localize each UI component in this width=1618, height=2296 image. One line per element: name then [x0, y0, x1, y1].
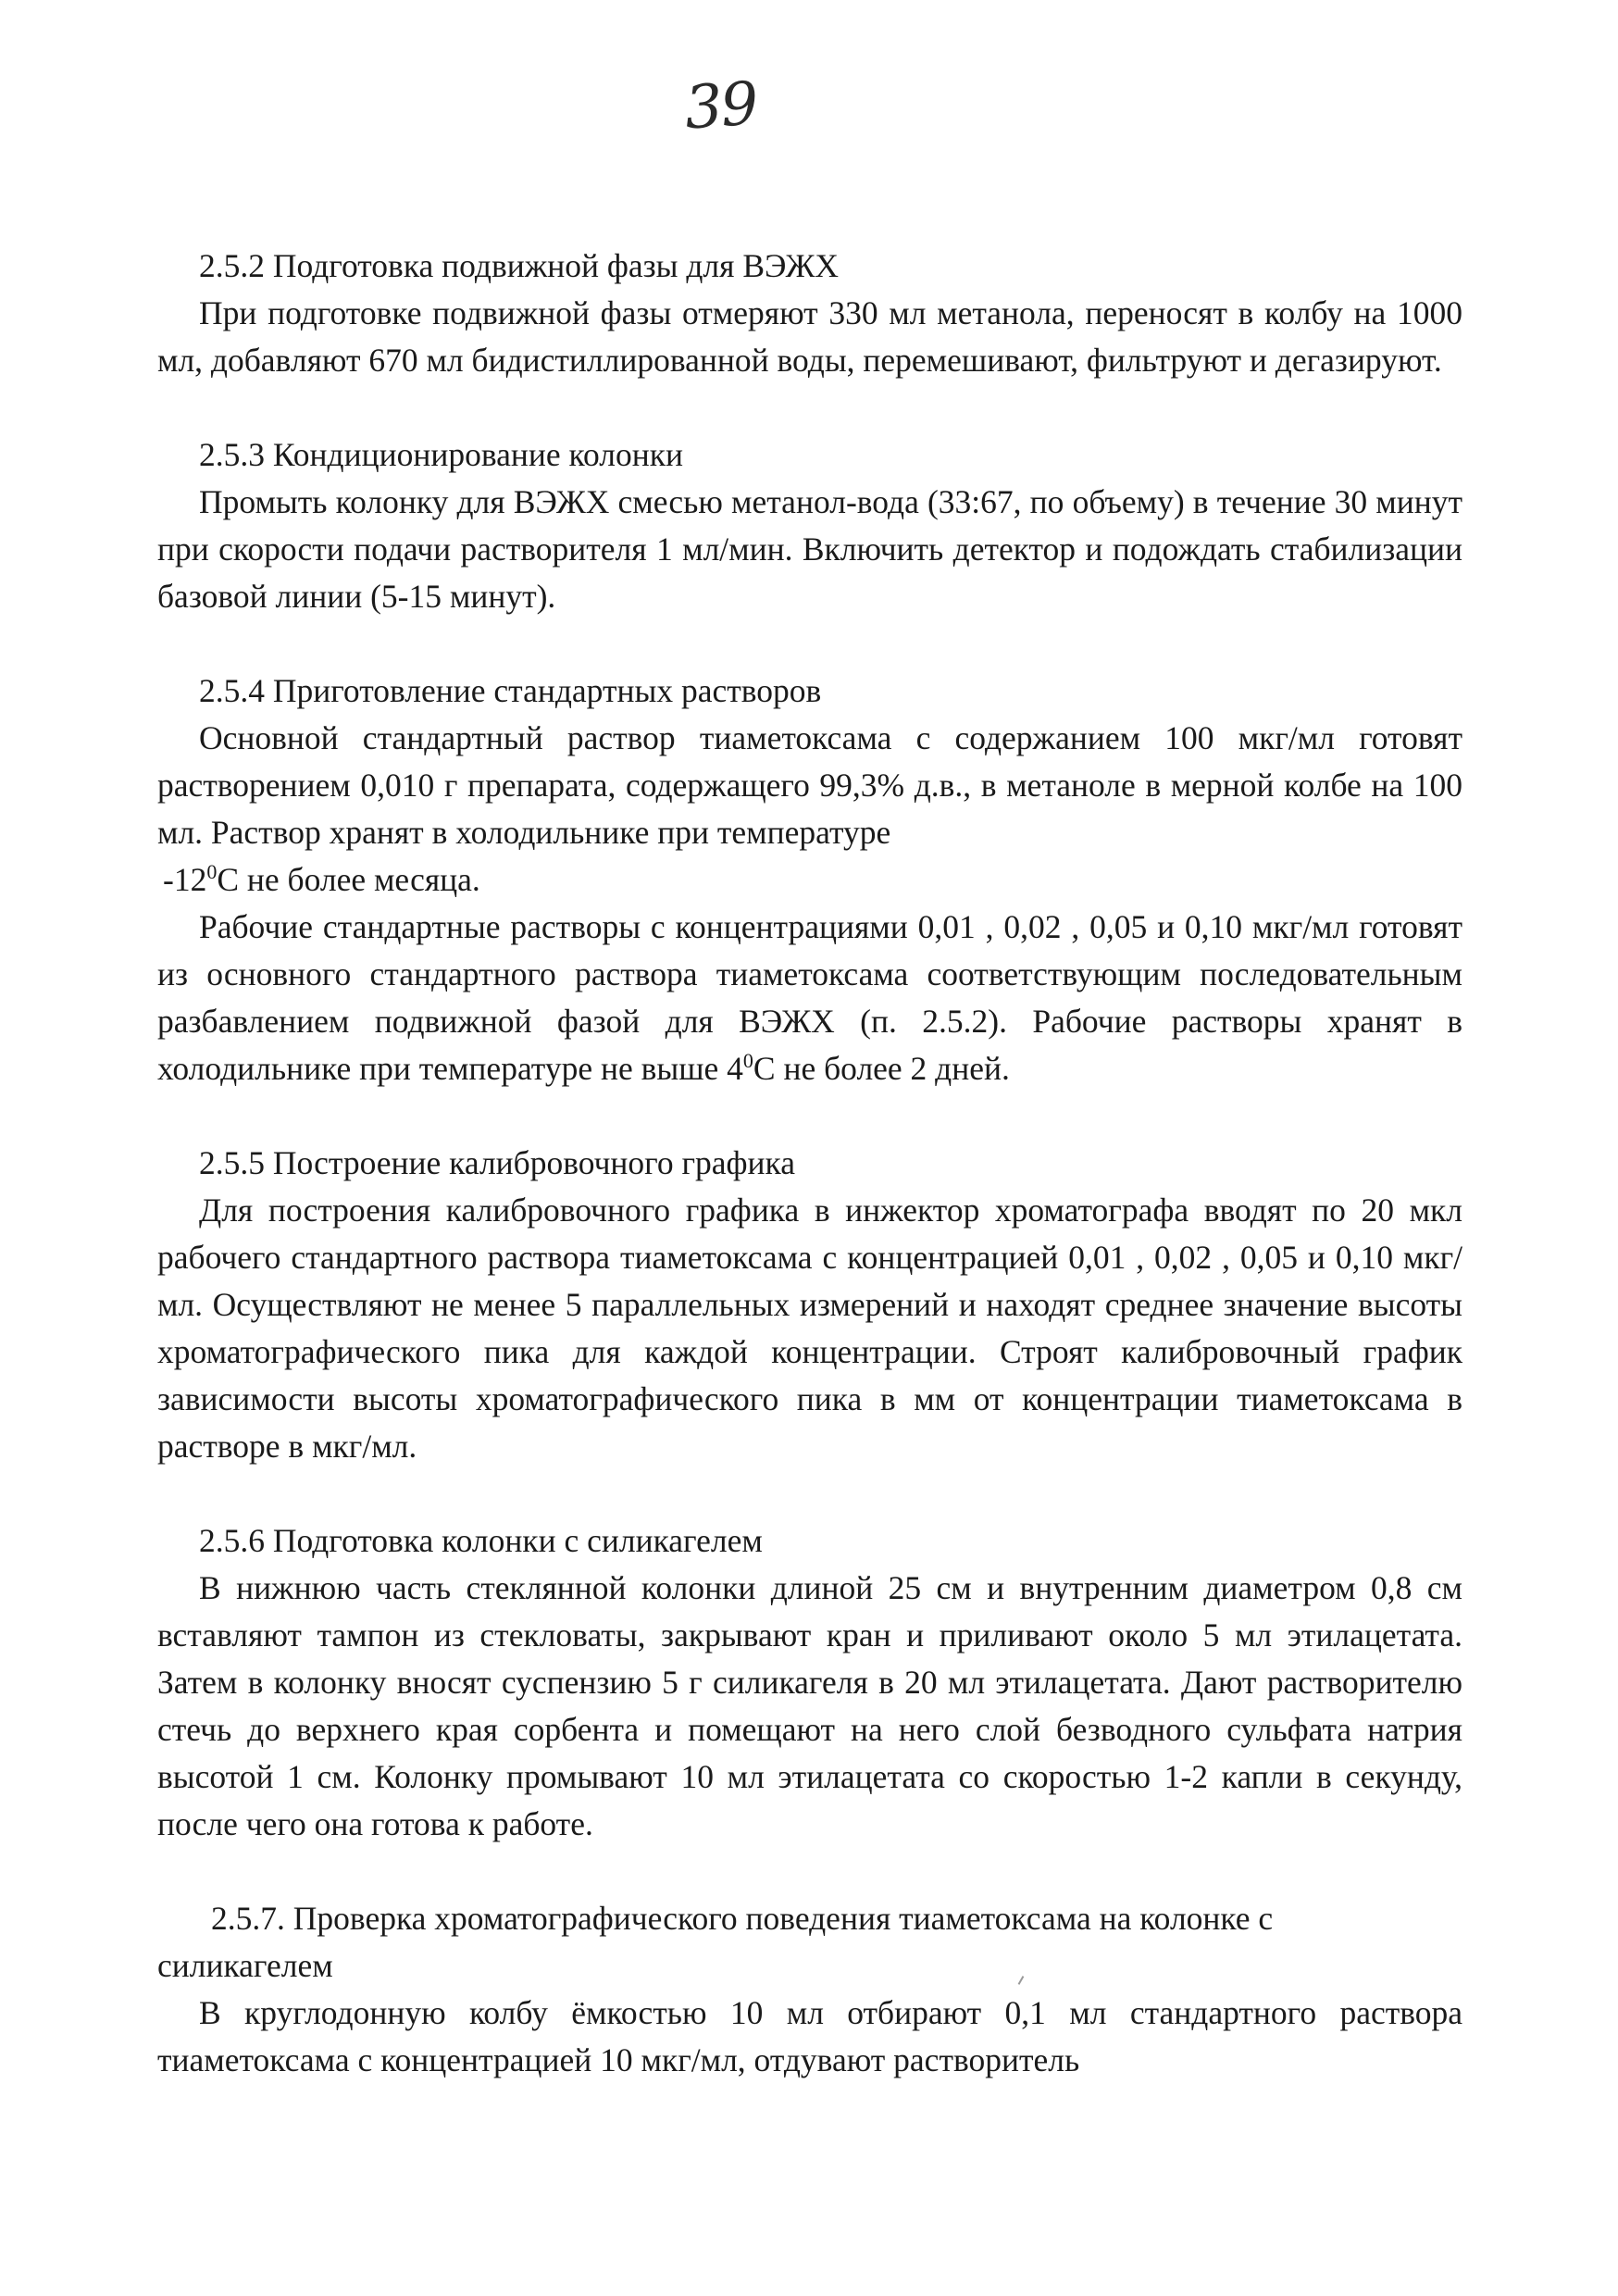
section-heading: 2.5.3 Кондиционирование колонки [199, 436, 683, 473]
working-solutions-text: Рабочие стандартные растворы с концентрациями 0,01 , 0,02 , 0,05 и 0,10 мкг/мл готовят из основного стандартного раствора тиаметоксама соответствующим последовательным разбавлением подвижной фазой для ВЭЖХ (п. 2.5.2). Рабочие растворы хранят в холодильнике при температуре не выше 4 [157, 908, 1462, 1087]
section-heading: 2.5.5 Построение калибровочного графика [199, 1144, 796, 1181]
handwritten-page-number: 39 [682, 69, 759, 144]
temp-value: -12 [163, 861, 207, 898]
section-2-5-5 [157, 1140, 1462, 1470]
section-paragraph: При подготовке подвижной фазы отмеряют 330 мл метанола, переносят в колбу на 1000 мл, добавляют 670 мл бидистиллированной воды, перемешивают, фильтруют и дегазируют. [157, 294, 1462, 379]
section-2-5-4 [157, 668, 1462, 1092]
section-2-5-3 [157, 431, 1462, 620]
working-solutions-tail: С не более 2 дней. [753, 1050, 1010, 1087]
section-paragraph: В нижнюю часть стеклянной колонки длиной 25 см и внутренним диаметром 0,8 см вставляют тампон из стекловаты, закрывают кран и приливают около 5 мл этилацетата. Затем в колонку вносят суспензию 5 г силикагеля в 20 мл этилацетата. Дают растворителю стечь до верхнего края сорбента и помещают на него слой безводного сульфата натрия высотой 1 см. Колонку промывают 10 мл этилацетата со скоростью 1-2 капли в секунду, после чего она готова к работе. [157, 1569, 1462, 1842]
section-paragraph: Для построения калибровочного графика в инжектор хроматографа вводят по 20 мкл рабочего стандартного раствора тиаметоксама с концентрацией 0,01 , 0,02 , 0,05 и 0,10 мкг/мл. Осуществляют не менее 5 параллельных измерений и находят среднее значение высоты хроматографического пика для каждой концентрации. Строят калибровочный график зависимости высоты хроматографического пика в мм от концентрации тиаметоксама в растворе в мкг/мл. [157, 1192, 1462, 1465]
heading-continuation: силикагелем [157, 1947, 333, 1984]
heading-line-1: 2.5.7. Проверка хроматографического поведения тиаметоксама на колонке с [211, 1900, 1274, 1937]
section-paragraph: В круглодонную колбу ёмкостью 10 мл отбирают 0,1 мл стандартного раствора тиаметоксама с концентрацией 10 мкг/мл, отдувают растворитель [157, 1994, 1462, 2078]
section-paragraph [157, 904, 1462, 1092]
section-heading [157, 1895, 1462, 1942]
section-paragraph: Основной стандартный раствор тиаметоксама с содержанием 100 мкг/мл готовят растворением 0,010 г препарата, содержащего 99,3% д.в., в метаноле в мерной колбе на 100 мл. Раствор хранят в холодильнике при температуре [157, 719, 1462, 851]
section-2-5-6 [157, 1517, 1462, 1848]
section-heading: 2.5.2 Подготовка подвижной фазы для ВЭЖХ [199, 247, 840, 284]
temp-suffix: С не более месяца. [217, 861, 480, 898]
document-body [157, 243, 1462, 2131]
section-heading: 2.5.6 Подготовка колонки с силикагелем [199, 1522, 763, 1559]
degree-sup: 0 [742, 1049, 753, 1073]
section-2-5-7 [157, 1895, 1462, 2084]
section-paragraph: Промыть колонку для ВЭЖХ смесью метанол-вода (33:67, по объему) в течение 30 минут при скорости подачи растворителя 1 мл/мин. Включить детектор и подождать стабилизации базовой линии (5-15 минут). [157, 483, 1462, 615]
section-heading: 2.5.4 Приготовление стандартных растворов [199, 672, 822, 709]
degree-sup: 0 [206, 860, 218, 884]
section-2-5-2 [157, 243, 1462, 384]
storage-temperature-line [157, 856, 1462, 904]
